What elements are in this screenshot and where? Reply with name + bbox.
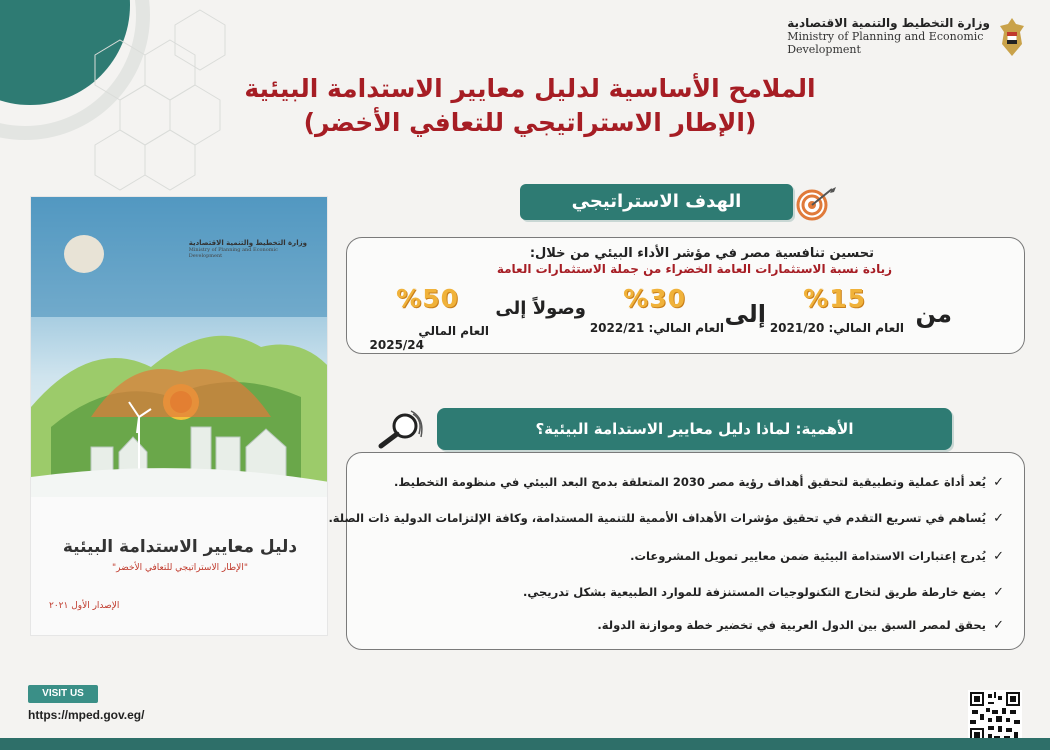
milestone-2022-year-label: العام المالي: bbox=[648, 321, 724, 335]
strategic-goal-heading: الهدف الاستراتيجي bbox=[520, 184, 793, 220]
cover-ministry-english-1: Ministry of Planning and Economic bbox=[188, 247, 278, 253]
goal-description: تحسين تنافسية مصر في مؤشر الأداء البيئي من خلال: bbox=[529, 246, 874, 261]
website-link[interactable]: https://mped.gov.eg/ bbox=[28, 708, 145, 722]
importance-item: يُساهم في تسريع التقدم في تحقيق مؤشرات الأهداف الأممية للتنمية المستدامة، وكافة الإلتزامات الدولية ذات الصلة. bbox=[328, 511, 986, 525]
page-title-line1: الملامح الأساسية لدليل معايير الاستدامة البيئية bbox=[244, 74, 816, 103]
target-icon bbox=[796, 185, 838, 221]
milestone-2025-percent: %50 bbox=[396, 284, 459, 313]
cover-title: دليل معايير الاستدامة البيئية bbox=[62, 537, 298, 557]
ministry-logo bbox=[787, 14, 1028, 62]
cover-ministry-english-2: Development bbox=[188, 253, 223, 259]
visit-us-badge[interactable]: VISIT US bbox=[28, 685, 98, 703]
cover-ministry-logo bbox=[189, 239, 307, 259]
check-icon: ✓ bbox=[993, 511, 1004, 526]
milestone-2021-year bbox=[770, 321, 904, 335]
milestone-2022-percent: %30 bbox=[623, 284, 686, 313]
milestone-2021-year-label: العام المالي: bbox=[828, 321, 904, 335]
ministry-name-arabic: وزارة التخطيط والتنمية الاقتصادية bbox=[787, 16, 990, 30]
check-icon: ✓ bbox=[993, 475, 1004, 490]
page-title-line2: (الإطار الاستراتيجي للتعافي الأخضر) bbox=[303, 108, 757, 137]
ministry-name-english-2: Development bbox=[787, 43, 861, 56]
milestone-2025-year-value: 2025/24 bbox=[369, 338, 424, 352]
milestone-2022-year bbox=[590, 321, 724, 335]
importance-item: يُدرج إعتبارات الاستدامة البيئية ضمن معايير تمويل المشروعات. bbox=[630, 549, 986, 563]
check-icon: ✓ bbox=[993, 549, 1004, 564]
check-icon: ✓ bbox=[993, 585, 1004, 600]
importance-box bbox=[328, 452, 1025, 650]
milestone-2025-year-label: العام المالي bbox=[418, 324, 489, 338]
hexagon-pattern-decoration bbox=[0, 0, 240, 220]
goal-target-description: زيادة نسبة الاستثمارات العامة الخضراء من جملة الاستثمارات العامة bbox=[496, 262, 892, 276]
check-icon: ✓ bbox=[993, 618, 1004, 633]
cover-subtitle: "الإطار الاستراتيجي للتعافي الأخضر" bbox=[112, 563, 248, 573]
milestone-2022-year-value: 2022/21 bbox=[589, 321, 645, 335]
page-title bbox=[230, 72, 830, 140]
to-label: إلى bbox=[724, 300, 766, 328]
cover-eagle-emblem bbox=[64, 235, 104, 273]
from-label: من bbox=[915, 300, 952, 328]
reaching-label: وصولاً إلى bbox=[495, 298, 586, 319]
importance-item: يُعد أداة عملية وتطبيقية لتحقيق أهداف رؤية مصر 2030 المتعلقة بدمج البعد البيئي في منظومة التخطيط. bbox=[393, 475, 986, 489]
milestone-2021-year-value: 2021/20 bbox=[769, 321, 825, 335]
importance-item: يضع خارطة طريق لتخارج التكنولوجيات المستنزفة للموارد الطبيعية بشكل تدريجي. bbox=[523, 585, 986, 599]
cover-ministry-arabic: وزارة التخطيط والتنمية الاقتصادية bbox=[188, 239, 307, 247]
importance-item: يحقق لمصر السبق بين الدول العربية في تخضير خطة وموازنة الدولة. bbox=[597, 618, 986, 632]
strategic-goal-box bbox=[346, 237, 1025, 354]
footer-bar bbox=[0, 738, 1050, 750]
book-cover bbox=[30, 196, 328, 636]
importance-heading: الأهمية: لماذا دليل معايير الاستدامة البيئية؟ bbox=[437, 408, 952, 450]
qr-code[interactable] bbox=[968, 690, 1022, 744]
ministry-name-english-1: Ministry of Planning and Economic bbox=[787, 30, 984, 43]
egypt-eagle-icon bbox=[996, 14, 1028, 62]
cover-edition: الإصدار الأول ٢٠٢١ bbox=[49, 601, 120, 611]
milestone-2021-percent: %15 bbox=[803, 284, 866, 313]
magnifier-icon bbox=[375, 410, 425, 450]
